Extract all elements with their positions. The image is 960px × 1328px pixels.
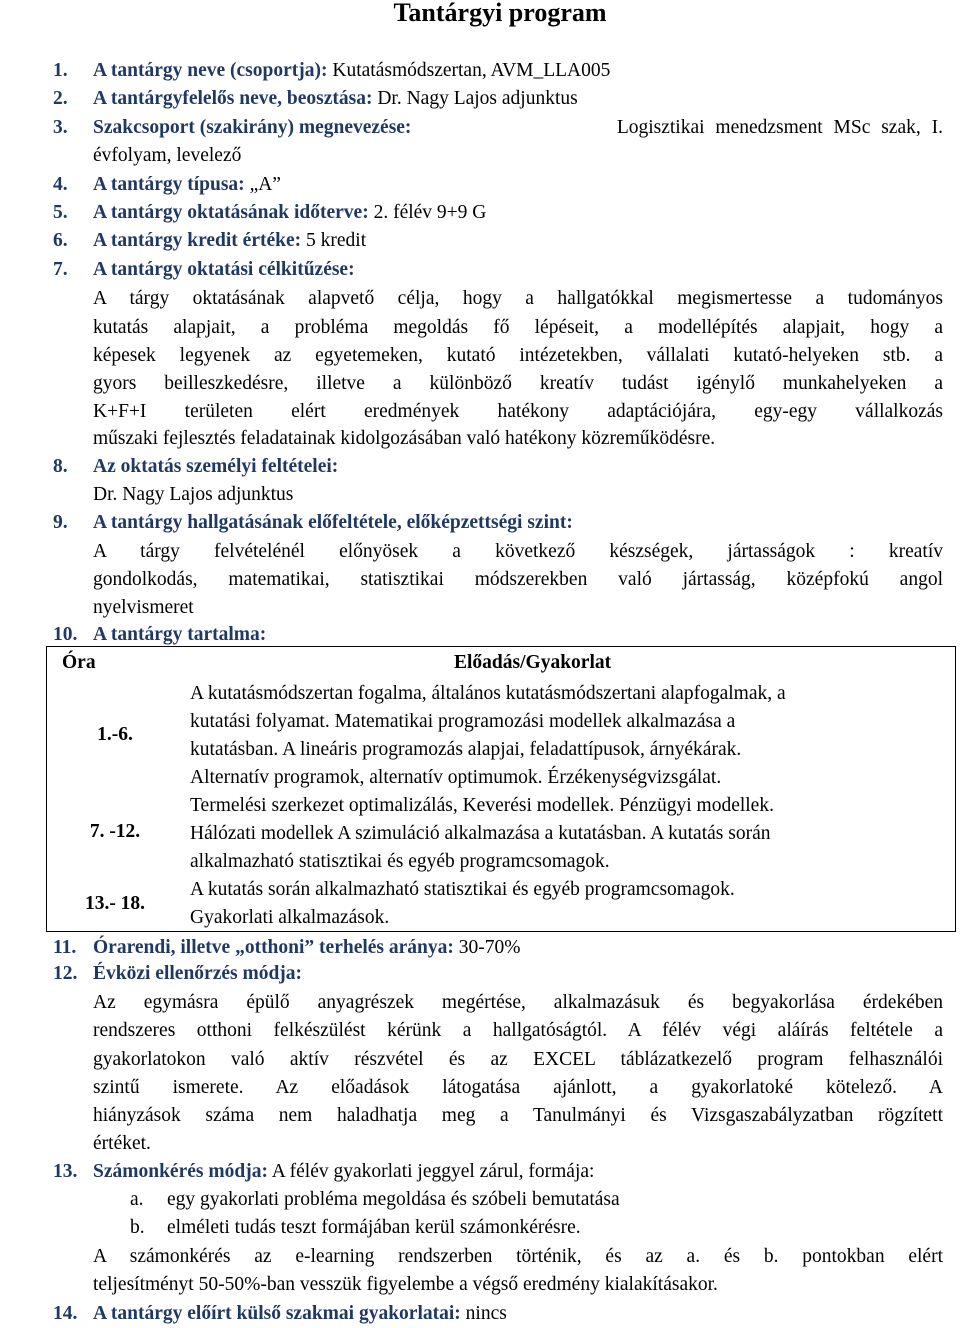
- exam-form-letter: a.: [130, 1189, 144, 1210]
- goal-line: K+F+I területen elért eredmények hatékony adaptációjára, egy-egy vállalkozás: [93, 401, 943, 422]
- exam-form-text: elméleti tudás teszt formájában kerül számonkérésre.: [167, 1217, 581, 1238]
- midterm-line: gyakorlatokon való aktív részvétel és az EXCEL táblázatkezelő program felhasználói: [93, 1049, 943, 1070]
- midterm-line: szintű ismerete. Az előadások látogatása ajánlott, a gyakorlatoké kötelező. A: [93, 1077, 943, 1098]
- item-number: 11.: [53, 937, 77, 958]
- midterm-line: Az egymásra épülő anyagrészek megértése, alkalmazásuk és begyakorlása érdekében: [93, 992, 943, 1013]
- item-number: 12.: [53, 963, 78, 984]
- item-number: 13.: [53, 1161, 78, 1182]
- table-border-left: [46, 646, 47, 932]
- prereq-line: gondolkodás, matematikai, statisztikai módszerekben való jártasság, középfokú angol: [93, 569, 943, 590]
- row-topic-line: Alternatív programok, alternatív optimumok. Érzékenységvizsgálat.: [190, 767, 722, 788]
- item-label: Az oktatás személyi feltételei:: [93, 456, 339, 477]
- item-load-ratio: [53, 935, 521, 961]
- item-course-name: [53, 58, 610, 84]
- item-label: A tantárgy kredit értéke:: [93, 230, 302, 251]
- exam-form-item: [130, 1214, 581, 1242]
- item-value: A félév gyakorlati jeggyel zárul, formája:: [267, 1161, 595, 1182]
- item-number: 8.: [53, 456, 68, 477]
- item-prerequisite: [53, 510, 573, 536]
- exam-note-line: A számonkérés az e-learning rendszerben történik, és az a. és b. pontokban elért: [93, 1246, 943, 1267]
- row-topic-line: kutatásban. A lineáris programozás alapjai, feladattípusok, árnyékárak.: [190, 739, 742, 760]
- item-label: A tantárgy típusa:: [93, 174, 245, 195]
- item-specialization-cont: évfolyam, levelező: [93, 145, 242, 166]
- prereq-line: nyelvismeret: [93, 597, 194, 618]
- exam-form-letter: b.: [130, 1217, 145, 1238]
- item-label: Órarendi, illetve „otthoni” terhelés aránya:: [93, 937, 454, 958]
- item-content: [53, 622, 266, 648]
- content-table: [46, 646, 956, 932]
- table-border-top: [46, 646, 956, 647]
- midterm-line: értéket.: [93, 1133, 151, 1154]
- item-value: 5 kredit: [301, 230, 367, 251]
- exam-form-item: [130, 1186, 620, 1214]
- item-label: A tantárgy oktatásának időterve:: [93, 202, 369, 223]
- item-number: 5.: [53, 202, 68, 223]
- goal-line: kutatás alapjait, a probléma megoldás fő lépéseit, a modellépítés alapjait, hogy a: [93, 317, 943, 338]
- item-label: A tantárgy oktatási célkitűzése:: [93, 259, 355, 280]
- item-exam-method: [53, 1159, 594, 1185]
- row-topic-line: Gyakorlati alkalmazások.: [190, 907, 390, 928]
- item-label: A tantárgy előírt külső szakmai gyakorlatai:: [93, 1303, 461, 1324]
- row-topic-line: alkalmazható statisztikai és egyéb programcsomagok.: [190, 851, 610, 872]
- item-number: 6.: [53, 230, 68, 251]
- row-topic-line: A kutatásmódszertan fogalma, általános kutatásmódszertani alapfogalmak, a: [190, 683, 786, 704]
- item-label: Számonkérés módja:: [93, 1161, 268, 1182]
- row-hours: 13.- 18.: [84, 893, 146, 914]
- staff-name: Dr. Nagy Lajos adjunktus: [93, 484, 294, 505]
- goal-line: gyors beilleszkedésre, illetve a különböző kreatív tudást igénylő munkahelyeken a: [93, 373, 943, 394]
- item-value: Kutatásmódszertan, AVM_LLA005: [327, 60, 611, 81]
- goal-line: A tárgy oktatásának alapvető célja, hogy a hallgatókkal megismertesse a tudományos: [93, 288, 943, 309]
- item-value: Dr. Nagy Lajos adjunktus: [372, 88, 578, 109]
- item-responsible: [53, 86, 578, 112]
- item-number: 14.: [53, 1303, 78, 1324]
- midterm-line: rendszeres otthoni felkészülést kérünk a hallgatóságtól. A félév végi aláírás feltétele a: [93, 1020, 943, 1041]
- row-topic-line: Hálózati modellek A szimuláció alkalmazása a kutatásban. A kutatás során: [190, 823, 771, 844]
- row-hours: 7. -12.: [89, 821, 141, 842]
- column-header-hours: Óra: [62, 652, 96, 673]
- item-label: A tantárgy hallgatásának előfeltétele, előképzettségi szint:: [93, 512, 573, 533]
- item-value: 30-70%: [453, 937, 521, 958]
- item-specialization: [53, 115, 943, 141]
- item-type: [53, 172, 281, 198]
- item-value: „A”: [244, 174, 281, 195]
- column-header-topic: Előadás/Gyakorlat: [454, 652, 612, 673]
- item-goal: [53, 257, 355, 283]
- midterm-line: hiányzások száma nem haladhatja meg a Tanulmányi és Vizsgaszabályzatban rögzített: [93, 1105, 943, 1126]
- row-topic-line: kutatási folyamat. Matematikai programozási modellek alkalmazása a: [190, 711, 736, 732]
- exam-form-text: egy gyakorlati probléma megoldása és szóbeli bemutatása: [167, 1189, 620, 1210]
- exam-note-line: teljesítményt 50-50%-ban vesszük figyelembe a végső eredmény kialakításakor.: [93, 1274, 718, 1295]
- item-label: Évközi ellenőrzés módja:: [93, 963, 303, 984]
- item-value: nincs: [460, 1303, 507, 1324]
- item-number: 9.: [53, 512, 68, 533]
- item-value: Logisztikai menedzsment MSc szak, I.: [616, 117, 943, 138]
- item-staff: [53, 454, 338, 480]
- item-value: 2. félév 9+9 G: [368, 202, 487, 223]
- item-external-practice: [53, 1301, 507, 1327]
- item-label: A tantárgyfelelős neve, beosztása:: [93, 88, 373, 109]
- item-label: A tantárgy neve (csoportja):: [93, 60, 328, 81]
- item-number: 4.: [53, 174, 68, 195]
- row-topic-line: Termelési szerkezet optimalizálás, Keverési modellek. Pénzügyi modellek.: [190, 795, 774, 816]
- row-hours: 1.-6.: [97, 724, 133, 745]
- item-label: Szakcsoport (szakirány) megnevezése:: [93, 117, 412, 138]
- row-topic-line: A kutatás során alkalmazható statisztikai és egyéb programcsomagok.: [190, 879, 735, 900]
- item-number: 1.: [53, 60, 68, 81]
- item-number: 2.: [53, 88, 68, 109]
- goal-line: képesek legyenek az egyetemeken, kutató intézetekben, vállalati kutató-helyeken stb. a: [93, 345, 943, 366]
- item-number: 3.: [53, 117, 68, 138]
- item-schedule: [53, 200, 486, 226]
- document-title: Tantárgyi program: [393, 0, 607, 27]
- item-number: 10.: [53, 624, 78, 645]
- goal-line: műszaki fejlesztés feladatainak kidolgozásában való hatékony közreműködésre.: [93, 428, 716, 449]
- table-border-right: [955, 646, 956, 932]
- item-label: A tantárgy tartalma:: [93, 624, 267, 645]
- item-credit: [53, 228, 366, 254]
- prereq-line: A tárgy felvételénél előnyösek a következő készségek, jártasságok : kreatív: [93, 541, 943, 562]
- item-midterm-check: [53, 961, 302, 987]
- item-number: 7.: [53, 259, 68, 280]
